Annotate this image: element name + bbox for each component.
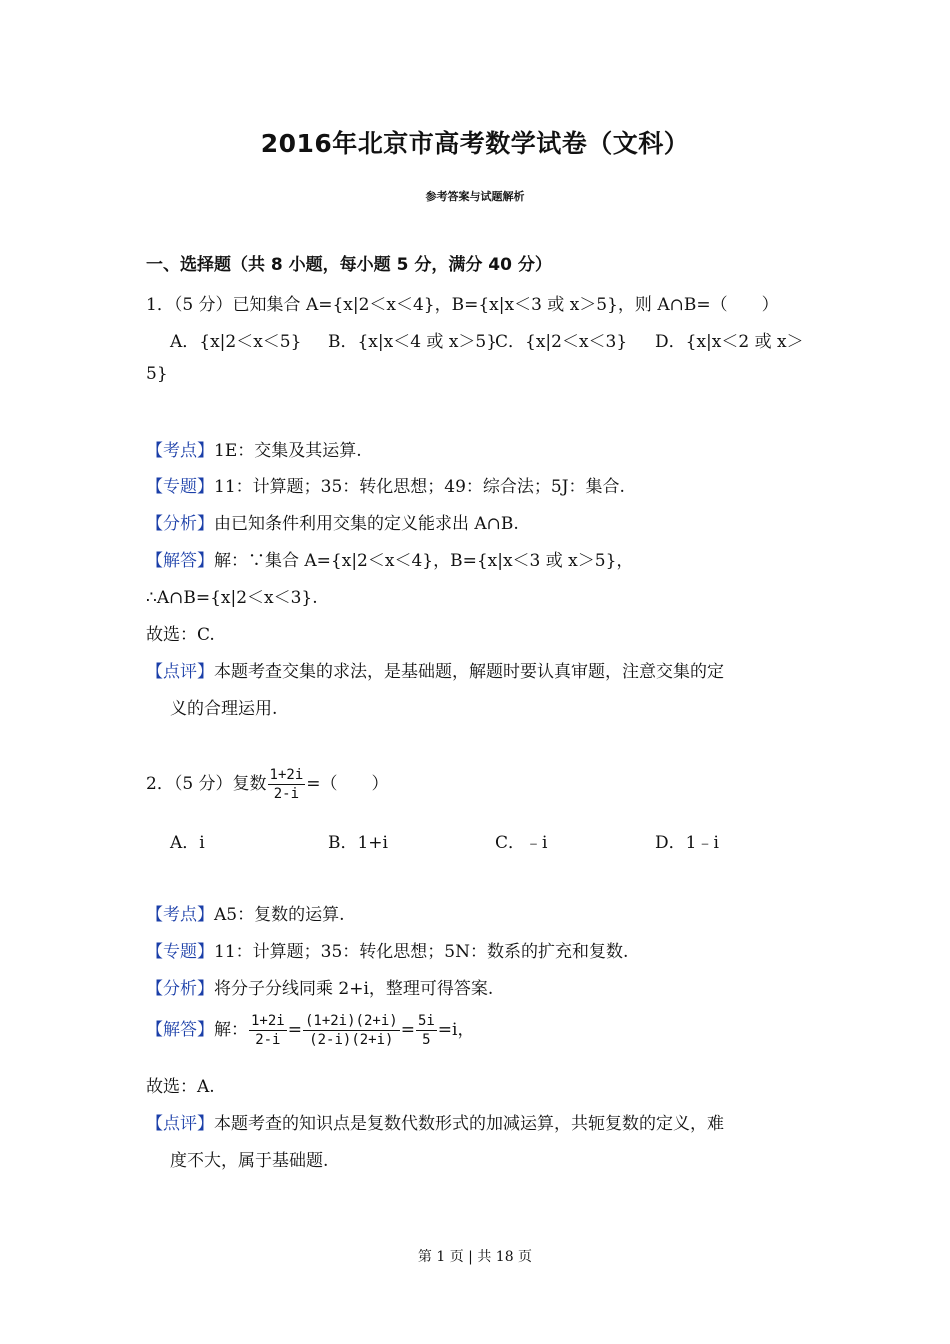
dianping-tag: 【点评】 [146,662,214,682]
q1-dianping-line2: 义的合理运用. [170,699,278,719]
zhuanti-text: 11：计算题；35：转化思想；5N：数系的扩充和复数. [214,942,629,962]
dianping-text: 本题考查交集的求法，是基础题，解题时要认真审题，注意交集的定 [214,662,724,682]
q2-frac-den: 2-i [273,786,300,802]
jieda-text: 解：∵集合 A={x|2＜x＜4}，B={x|x＜3 或 x＞5}， [214,551,634,571]
frac-den: 2-i [255,1032,281,1048]
kaodian-tag: 【考点】 [146,905,214,925]
frac-num: (1+2i)(2+i) [304,1013,398,1029]
q1-fenxi [146,509,519,534]
q2-option-c: C．﹣i [495,833,548,853]
q1-jieda [146,546,633,571]
q1-option-d: D．{x|x＜2 或 x＞ [655,332,804,352]
q2-dianping [146,1109,724,1134]
frac-den: (2-i)(2+i) [309,1032,394,1048]
q2-fraction [268,766,306,803]
kaodian-text: A5：复数的运算. [214,905,345,925]
q2-kaodian [146,900,345,925]
dianping-text: 本题考查的知识点是复数代数形式的加减运算，共轭复数的定义，难 [214,1114,724,1134]
q1-guxuan: 故选：C. [146,625,215,645]
q2-zhuanti [146,937,628,962]
q1-option-d-cont: 5} [146,364,168,384]
q1-kaodian [146,436,362,461]
q1-zhuanti [146,472,625,497]
kaodian-text: 1E：交集及其运算. [214,441,362,461]
fenxi-text: 将分子分线同乘 2+i，整理可得答案. [214,979,494,999]
frac-num: 5i [417,1013,435,1029]
q2-frac-num: 1+2i [269,767,304,783]
q2-stem-prefix: 2．（5 分）复数 [146,774,267,794]
zhuanti-tag: 【专题】 [146,477,214,497]
fenxi-tag: 【分析】 [146,979,214,999]
section-heading: 一、选择题（共 8 小题，每小题 5 分，满分 40 分） [146,255,552,275]
equals-sign: = [287,1020,302,1040]
zhuanti-tag: 【专题】 [146,942,214,962]
fenxi-tag: 【分析】 [146,514,214,534]
q1-option-c: C．{x|2＜x＜3} [495,332,628,352]
q2-option-b: B．1+i [328,833,388,853]
jieda-tag: 【解答】 [146,1020,214,1040]
q1-jieda-line2: ∴A∩B={x|2＜x＜3}. [146,588,318,608]
jieda-prefix: 解： [214,1020,248,1040]
q1-dianping [146,657,724,682]
jieda-suffix: =i， [437,1020,475,1040]
page-footer: 第 1 页 | 共 18 页 [417,1249,533,1265]
q2-stem-suffix: =（ ） [306,774,389,794]
frac-den: 5 [422,1032,431,1048]
jieda-tag: 【解答】 [146,551,214,571]
q1-option-b: B．{x|x＜4 或 x＞5} [328,332,498,352]
q2-guxuan: 故选：A. [146,1077,215,1097]
jieda-fraction-3 [416,1012,437,1049]
jieda-fraction-1 [249,1012,287,1049]
document-title: 2016年北京市高考数学试卷（文科） [260,129,690,158]
q2-dianping-line2: 度不大，属于基础题. [170,1151,329,1171]
document-subtitle: 参考答案与试题解析 [425,190,525,203]
q2-option-d: D．1﹣i [655,833,719,853]
frac-num: 1+2i [251,1013,285,1029]
q2-jieda [146,1012,474,1049]
q1-stem: 1．（5 分）已知集合 A={x|2＜x＜4}，B={x|x＜3 或 x＞5}，则 A∩B=（ ） [146,295,779,315]
zhuanti-text: 11：计算题；35：转化思想；49：综合法；5J：集合. [214,477,625,497]
dianping-tag: 【点评】 [146,1114,214,1134]
jieda-fraction-2 [303,1012,400,1049]
fenxi-text: 由已知条件利用交集的定义能求出 A∩B. [214,514,519,534]
q1-option-a: A．{x|2＜x＜5} [170,332,302,352]
q2-stem [146,766,389,803]
q2-option-a: A．i [170,833,205,853]
q2-fenxi [146,974,493,999]
kaodian-tag: 【考点】 [146,441,214,461]
equals-sign: = [400,1020,415,1040]
